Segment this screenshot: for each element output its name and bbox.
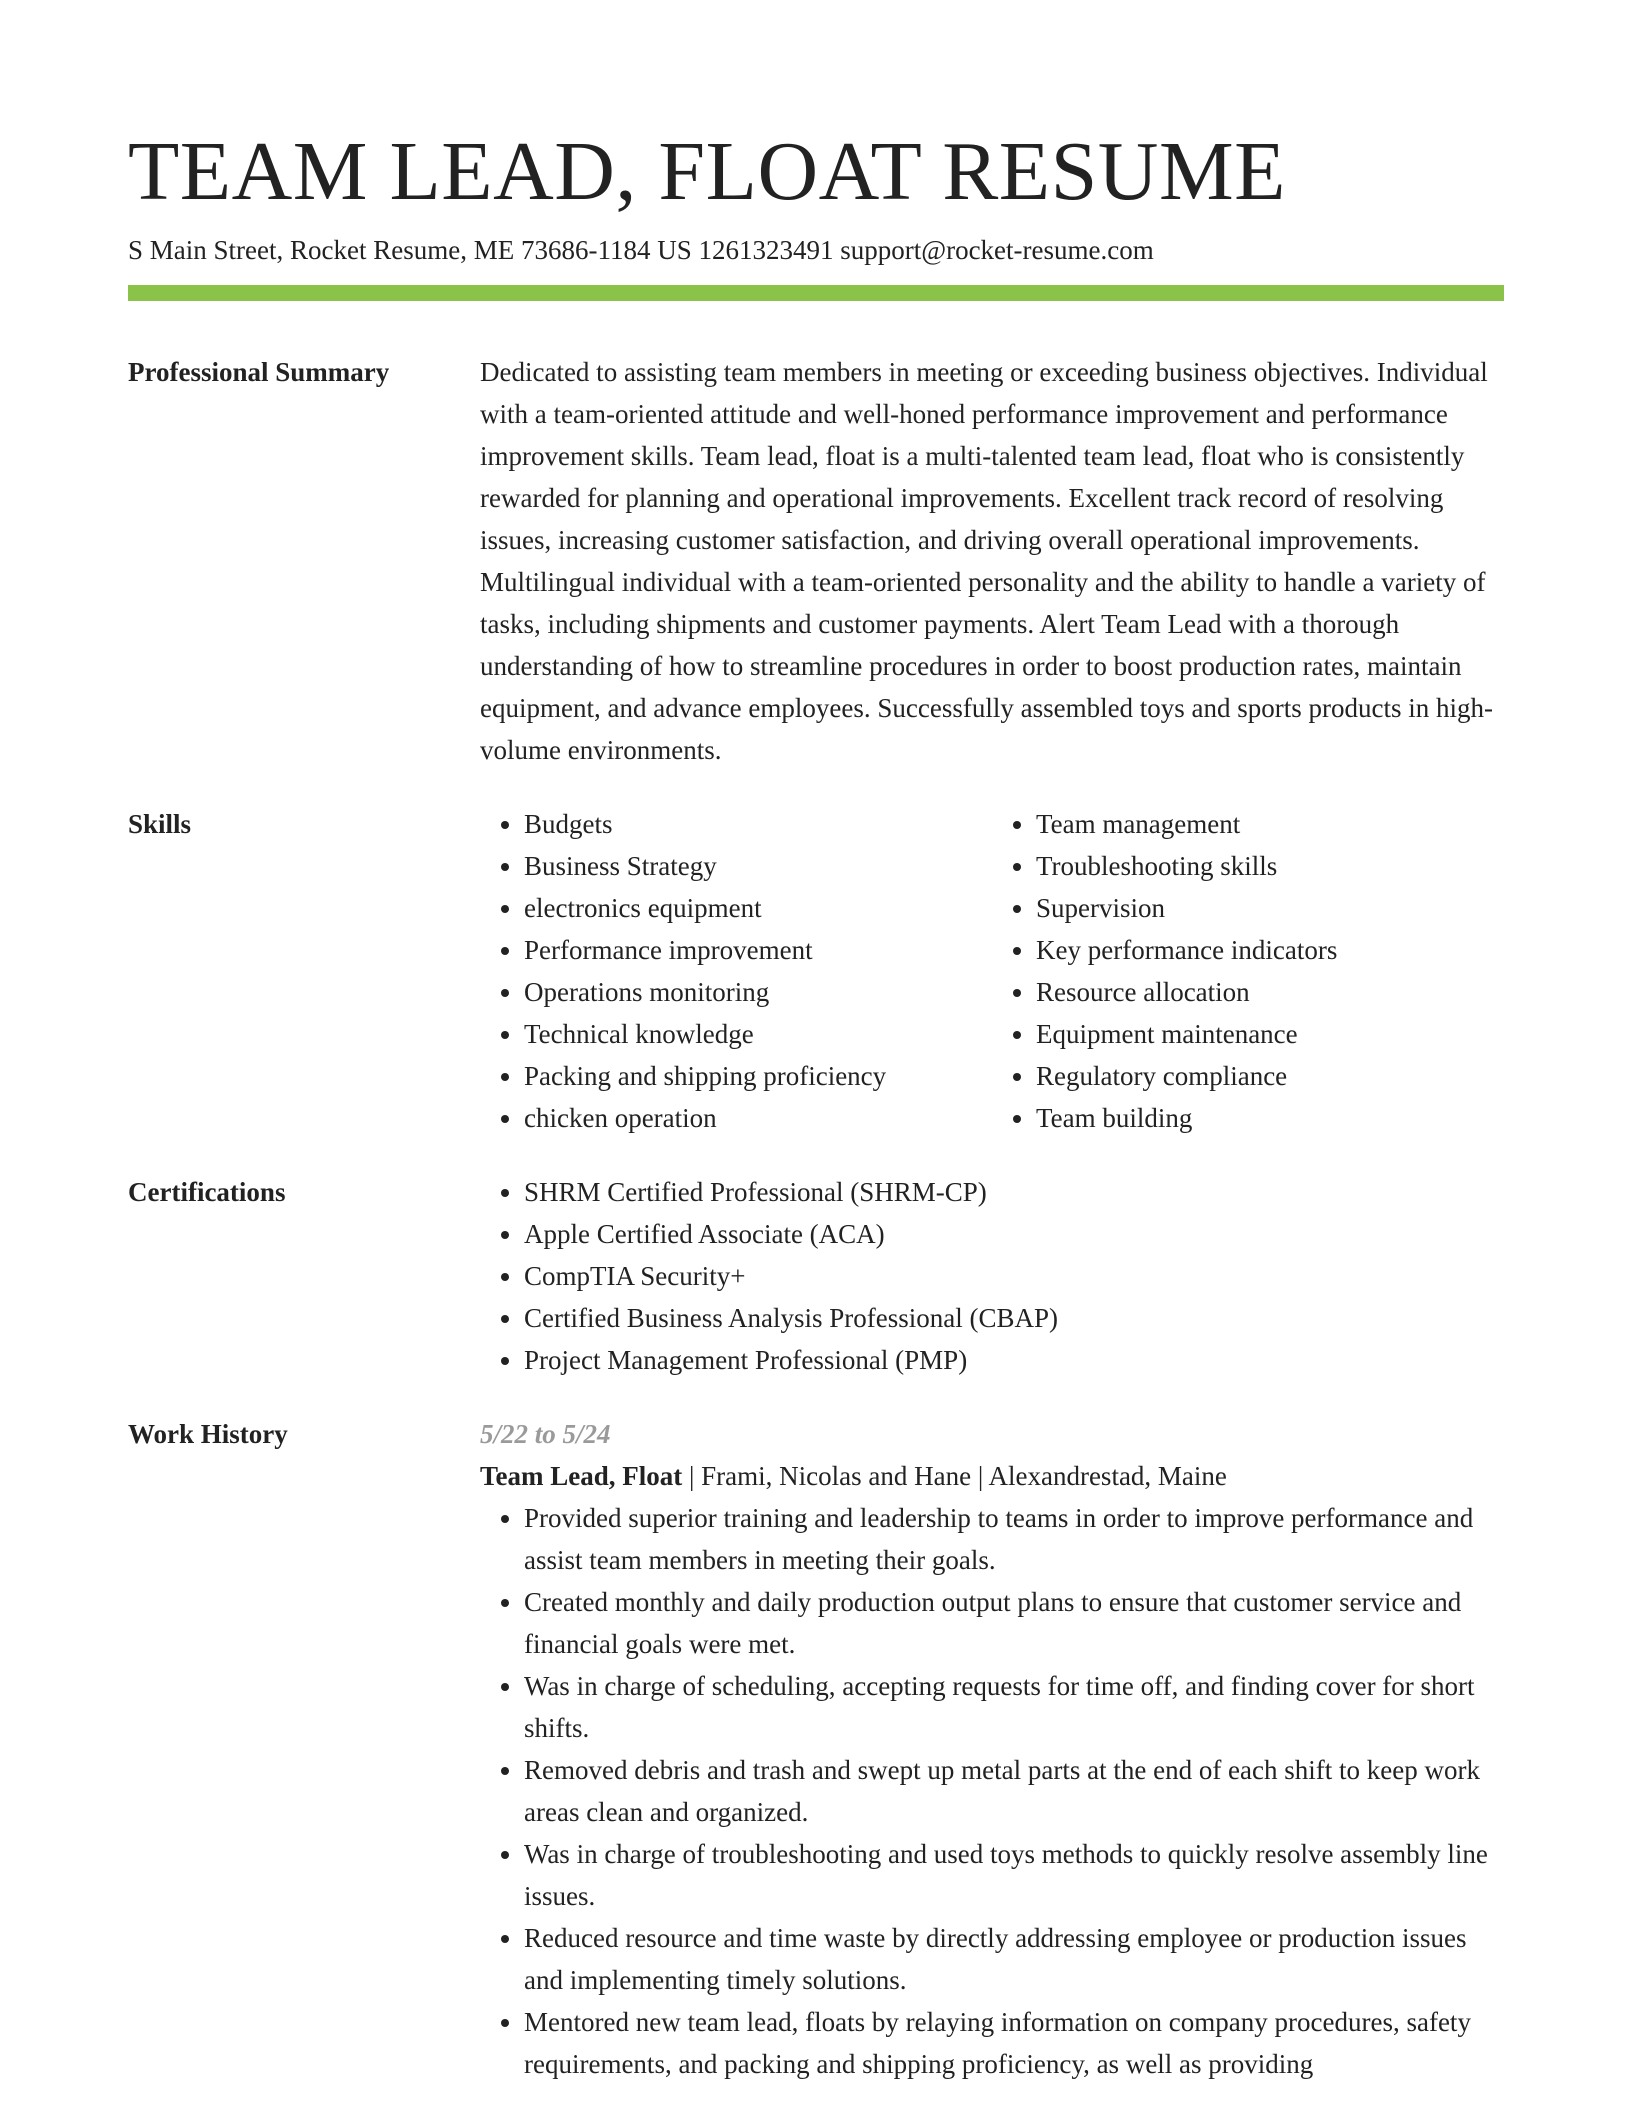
certifications-list — [480, 1171, 1504, 1381]
skill-item: • Regulatory compliance — [1036, 1055, 1504, 1097]
certification-item: • Apple Certified Associate (ACA) — [524, 1213, 1504, 1255]
summary-text: Dedicated to assisting team members in meeting or exceeding business objectives. Individual with a team-oriented attitude and well-honed performance improvement and performance improvement skills. Team lead, float is a multi-talented team lead, float who is consistently rewarded for planning and operational improvements. Excellent track record of resolving issues, increasing customer satisfaction, and driving overall operational improvements. Multilingual individual with a team-oriented personality and the ability to handle a variety of tasks, including shipments and customer payments. Alert Team Lead with a thorough understanding of how to streamline procedures in order to boost production rates, maintain equipment, and advance employees. Successfully assembled toys and sports products in high-volume environments. — [480, 357, 1494, 765]
certification-item: • Project Management Professional (PMP) — [524, 1339, 1504, 1381]
skill-item: • Resource allocation — [1036, 971, 1504, 1013]
work-history-body — [480, 1413, 1504, 2085]
skill-item: • Technical knowledge — [524, 1013, 992, 1055]
certifications-body — [480, 1171, 1504, 1381]
job-duty: • Provided superior training and leadership to teams in order to improve performance and assist team members in meeting their goals. — [524, 1497, 1504, 1581]
skill-item: • Troubleshooting skills — [1036, 845, 1504, 887]
skills-heading: Skills — [128, 809, 192, 839]
job-duty: • Was in charge of scheduling, accepting requests for time off, and finding cover for short shifts. — [524, 1665, 1504, 1749]
job-duty: • Removed debris and trash and swept up metal parts at the end of each shift to keep work areas clean and organized. — [524, 1749, 1504, 1833]
skill-item: • chicken operation — [524, 1097, 992, 1139]
summary-body — [480, 351, 1504, 771]
header-divider — [128, 285, 1504, 301]
contact-phone: 1261323491 — [698, 235, 834, 265]
contact-line — [128, 230, 1154, 270]
skill-item: • Team management — [1036, 803, 1504, 845]
job-duty: • Created monthly and daily production output plans to ensure that customer service and financial goals were met. — [524, 1581, 1504, 1665]
skill-item: • Performance improvement — [524, 929, 992, 971]
skill-item: • Budgets — [524, 803, 992, 845]
job-duty: • Reduced resource and time waste by directly addressing employee or production issues and implementing timely solutions. — [524, 1917, 1504, 2001]
skill-item: • Packing and shipping proficiency — [524, 1055, 992, 1097]
skill-item: • Team building — [1036, 1097, 1504, 1139]
skills-body — [480, 803, 1504, 1139]
certifications-heading: Certifications — [128, 1177, 286, 1207]
skill-item: • Business Strategy — [524, 845, 992, 887]
certification-item: • Certified Business Analysis Professional (CBAP) — [524, 1297, 1504, 1339]
job-duty: • Was in charge of troubleshooting and used toys methods to quickly resolve assembly line issues. — [524, 1833, 1504, 1917]
skills-list-right — [992, 803, 1504, 1139]
contact-email[interactable]: support@rocket-resume.com — [840, 235, 1154, 265]
skill-item: • Operations monitoring — [524, 971, 992, 1013]
job-dates: 5/22 to 5/24 — [480, 1419, 611, 1449]
job-duties-list — [480, 1497, 1504, 2085]
summary-heading: Professional Summary — [128, 357, 390, 387]
job-employer-location: | Frami, Nicolas and Hane | Alexandrestad, Maine — [682, 1461, 1227, 1491]
work-history-heading: Work History — [128, 1419, 288, 1449]
resume-title: TEAM LEAD, FLOAT RESUME — [128, 125, 1286, 218]
job-title: Team Lead, Float — [480, 1461, 683, 1491]
certification-item: • CompTIA Security+ — [524, 1255, 1504, 1297]
skills-list-left — [480, 803, 992, 1139]
job-heading — [480, 1455, 1504, 1497]
contact-address: S Main Street, Rocket Resume, ME 73686-1184 US — [128, 235, 692, 265]
skill-item: • Supervision — [1036, 887, 1504, 929]
skill-item: • electronics equipment — [524, 887, 992, 929]
skill-item: • Key performance indicators — [1036, 929, 1504, 971]
skill-item: • Equipment maintenance — [1036, 1013, 1504, 1055]
job-duty: • Mentored new team lead, floats by relaying information on company procedures, safety requirements, and packing and shipping proficiency, as well as providing — [524, 2001, 1504, 2085]
certification-item: • SHRM Certified Professional (SHRM-CP) — [524, 1171, 1504, 1213]
job-entry — [480, 1413, 1504, 2085]
